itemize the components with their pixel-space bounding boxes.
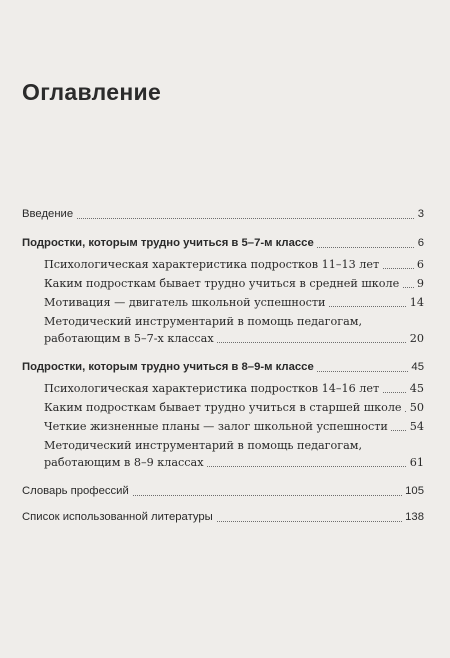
- toc-entry-intro[interactable]: [22, 207, 424, 222]
- toc-entry-label-line2: работающим в 5–7-х классах: [44, 331, 217, 346]
- toc-entry-label-line1: Методический инструментарий в помощь педагогам,: [44, 314, 365, 329]
- bleed-through-decoration: [310, 60, 410, 120]
- toc-entry-page: 9: [414, 276, 424, 291]
- toc-entry-label: Четкие жизненные планы — залог школьной успешности: [44, 419, 391, 434]
- toc-section-2[interactable]: [22, 360, 424, 375]
- toc-entry-multiline[interactable]: [44, 314, 424, 346]
- toc-entry-page: 61: [407, 455, 424, 470]
- toc-entry-label-line1: Методический инструментарий в помощь педагогам,: [44, 438, 365, 453]
- toc-entry-page: 20: [407, 331, 424, 346]
- toc-entry-references[interactable]: [22, 510, 424, 525]
- toc-entry-label: Список использованной литературы: [22, 510, 216, 525]
- toc-entry-label: Мотивация — двигатель школьной успешности: [44, 295, 329, 310]
- toc-entry-label: Психологическая характеристика подростков 11–13 лет: [44, 257, 382, 272]
- toc-entry-page: 105: [402, 484, 424, 499]
- toc-entry-page: 45: [407, 381, 424, 396]
- toc-entry-page: 138: [402, 510, 424, 525]
- toc-entry[interactable]: [44, 400, 424, 415]
- table-of-contents: [22, 207, 424, 525]
- toc-entry-label: Введение: [22, 207, 76, 222]
- toc-entry-label-line2: работающим в 8–9 классах: [44, 455, 207, 470]
- toc-entry-page: 50: [407, 400, 424, 415]
- dot-leader: [22, 218, 424, 219]
- toc-entry[interactable]: [44, 257, 424, 272]
- toc-section-page: 45: [408, 360, 424, 375]
- toc-entry-label: Психологическая характеристика подростков 14–16 лет: [44, 381, 382, 396]
- page-title: Оглавление: [22, 79, 162, 105]
- toc-entry[interactable]: [44, 276, 424, 291]
- toc-entry[interactable]: [44, 419, 424, 434]
- toc-entry-label: Каким подросткам бывает трудно учиться в старшей школе: [44, 400, 405, 415]
- toc-entry-multiline[interactable]: [44, 438, 424, 470]
- toc-entry-label: Каким подросткам бывает трудно учиться в средней школе: [44, 276, 402, 291]
- toc-entry-glossary[interactable]: [22, 484, 424, 499]
- toc-entry[interactable]: [44, 381, 424, 396]
- toc-entry-label: Словарь профессий: [22, 484, 132, 499]
- toc-entry[interactable]: [44, 295, 424, 310]
- toc-entry-page: 14: [407, 295, 424, 310]
- toc-entry-page: 6: [414, 257, 424, 272]
- toc-section-label: Подростки, которым трудно учиться в 8–9-м классе: [22, 360, 317, 375]
- toc-entry-page: 54: [407, 419, 424, 434]
- toc-entry-page: 3: [415, 207, 424, 222]
- toc-section-label: Подростки, которым трудно учиться в 5–7-м классе: [22, 236, 317, 251]
- toc-section-1[interactable]: [22, 236, 424, 251]
- toc-section-page: 6: [415, 236, 424, 251]
